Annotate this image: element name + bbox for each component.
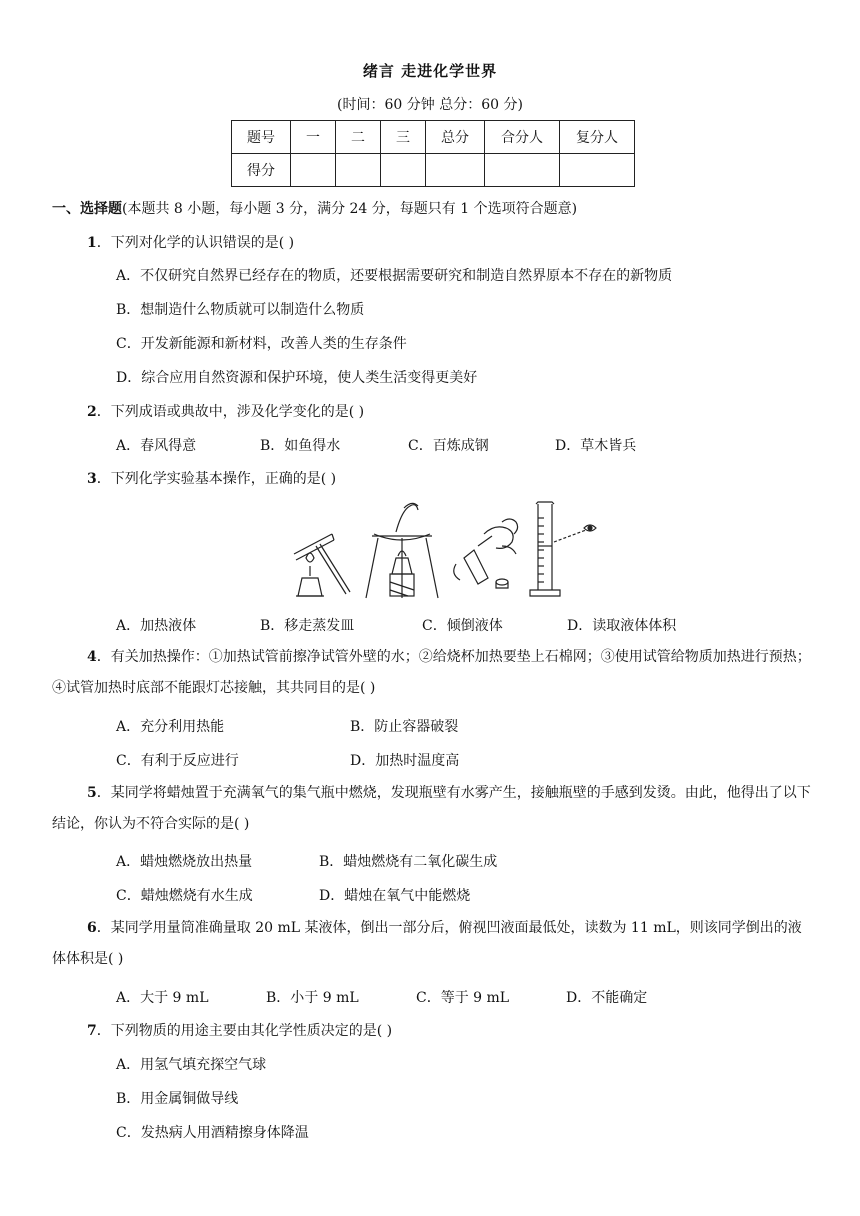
question-5 [52,778,812,840]
question-number: 1 [87,235,97,251]
question-text: ．有关加热操作：①加热试管前擦净试管外壁的水；②给烧杯加热要垫上石棉网；③使用试管给物质加热进行预热；④试管加热时底部不能跟灯芯接触，其共同目的是( ) [52,649,811,696]
option-5d: D．蜡烛在氧气中能燃烧 [319,888,471,904]
page-title: 绪言 走进化学世界 [362,62,498,80]
option-7c: C．发热病人用酒精擦身体降温 [116,1125,309,1141]
question-text: ．某同学将蜡烛置于充满氧气的集气瓶中燃烧，发现瓶壁有水雾产生，接触瓶壁的手感到发烫。由此，他得出了以下结论，你认为不符合实际的是( ) [52,785,811,832]
section-heading [52,198,577,218]
option-3c: C．倾倒液体 [422,618,503,634]
option-4a: A．充分利用热能 [116,719,225,735]
option-1d: D．综合应用自然资源和保护环境，使人类生活变得更美好 [116,370,478,386]
question-number: 4 [87,649,97,665]
option-4c: C．有利于反应进行 [116,753,239,769]
option-6b: B．小于 9 mL [266,990,359,1006]
question-number: 2 [87,404,97,420]
option-7b: B．用金属铜做导线 [116,1091,239,1107]
score-table-header: 题号 [232,121,291,154]
option-1c: C．开发新能源和新材料，改善人类的生存条件 [116,336,407,352]
question-number: 6 [87,920,97,936]
heating-liquid-figure [294,534,350,596]
score-table-header: 复分人 [560,121,635,154]
option-4b: B．防止容器破裂 [350,719,459,735]
option-6a: A．大于 9 mL [116,990,209,1006]
question-2 [87,401,364,421]
question-number: 3 [87,471,97,487]
score-cell[interactable] [485,154,560,187]
option-5c: C．蜡烛燃烧有水生成 [116,888,253,904]
option-6c: C．等于 9 mL [416,990,510,1006]
question-text: ．下列化学实验基本操作，正确的是( ) [96,471,337,487]
section-note: (本题共 8 小题，每小题 3 分，满分 24 分，每题只有 1 个选项符合题意) [122,201,578,217]
score-cell[interactable] [381,154,426,187]
question-text: ．下列成语或典故中，涉及化学变化的是( ) [96,404,365,420]
question-6 [52,913,812,975]
score-table-header: 三 [381,121,426,154]
score-table-header: 一 [291,121,336,154]
score-cell[interactable] [426,154,485,187]
score-cell[interactable] [291,154,336,187]
section-label: 一、选择题 [52,201,122,217]
score-cell[interactable] [560,154,635,187]
score-table-header: 合分人 [485,121,560,154]
question-3 [87,468,336,488]
question-text: ．下列对化学的认识错误的是( ) [96,235,295,251]
score-table-row [232,154,635,187]
question-number: 5 [87,785,97,801]
option-3b: B．移走蒸发皿 [260,618,355,634]
option-4d: D．加热时温度高 [350,753,460,769]
option-1b: B．想制造什么物质就可以制造什么物质 [116,302,365,318]
exam-info: (时间：60 分钟 总分：60 分) [337,97,523,113]
option-3a: A．加热液体 [116,618,197,634]
question-1 [87,232,294,252]
question-4 [52,642,812,704]
lab-operation-figures [288,498,613,602]
option-7a: A．用氢气填充探空气球 [116,1057,267,1073]
measuring-cylinder-figure [530,502,596,596]
option-1a: A．不仅研究自然界已经存在的物质，还要根据需要研究和制造自然界原本不存在的新物质 [116,268,673,284]
option-5a: A．蜡烛燃烧放出热量 [116,854,253,870]
option-2a: A．春风得意 [116,438,197,454]
score-cell[interactable] [336,154,381,187]
option-2d: D．草木皆兵 [555,438,637,454]
score-table [231,120,635,187]
option-2b: B．如鱼得水 [260,438,341,454]
score-table-header: 二 [336,121,381,154]
option-5b: B．蜡烛燃烧有二氧化碳生成 [319,854,498,870]
question-text: ．下列物质的用途主要由其化学性质决定的是( ) [96,1023,393,1039]
score-table-header: 总分 [426,121,485,154]
question-text: ．某同学用量筒准确量取 20 mL 某液体，倒出一部分后，俯视凹液面最低处，读数为 11 mL，则该同学倒出的液体体积是( ) [52,920,802,967]
option-6d: D．不能确定 [566,990,648,1006]
score-row-label: 得分 [232,154,291,187]
pouring-liquid-figure [454,519,518,588]
option-3d: D．读取液体体积 [567,618,677,634]
evaporating-dish-figure [366,503,438,598]
option-2c: C．百炼成钢 [408,438,489,454]
question-7 [87,1020,392,1040]
question-number: 7 [87,1023,97,1039]
score-table-header-row [232,121,635,154]
